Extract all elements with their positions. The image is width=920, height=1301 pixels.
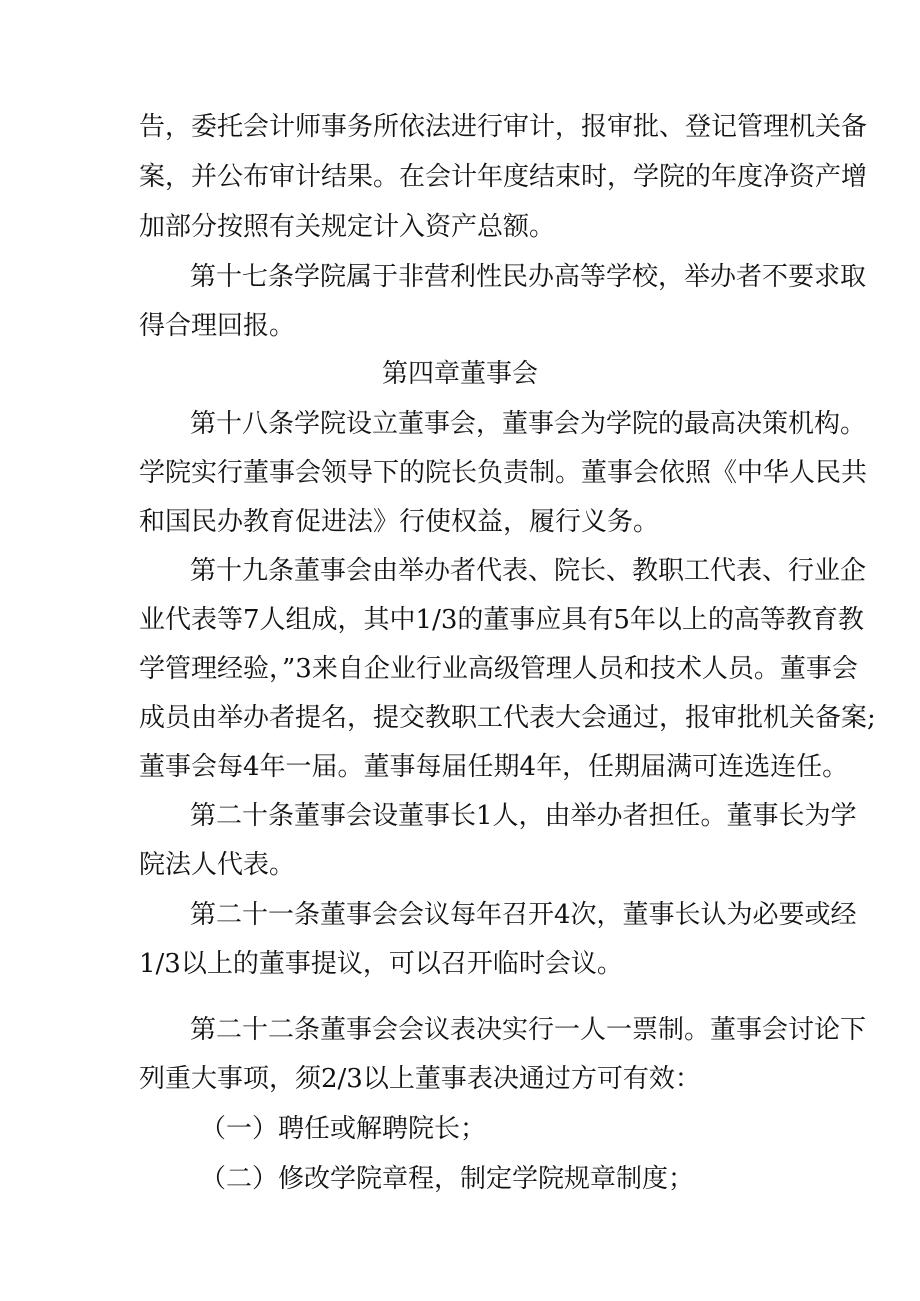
text-line: 第二十二条董事会会议表决实行一人一票制。董事会讨论下: [190, 1015, 867, 1045]
list-item: （一）聘任或解聘院长；: [200, 1114, 487, 1144]
chapter-heading: 第四章董事会: [381, 359, 538, 389]
text-line: 第十八条学院设立董事会，董事会为学院的最高决策机构。: [190, 409, 867, 439]
text-line: 告，委托会计师事务所依法进行审计，报审批、登记管理机关备: [139, 112, 868, 142]
text-line: 院法人代表。: [139, 850, 296, 880]
text-line: 1/3以上的董事提议，可以召开临时会议。: [139, 949, 623, 979]
text-line: 业代表等7人组成，其中1/3的董事应具有5年以上的高等教育教: [139, 605, 864, 635]
text-line: 成员由举办者提名，提交教职工代表大会通过，报审批机关备案;: [139, 703, 876, 733]
text-line: 第二十一条董事会会议每年召开4次，董事长认为必要或经: [190, 900, 857, 930]
text-line: 得合理回报。: [139, 311, 296, 341]
text-line: 和国民办教育促进法》行使权益，履行义务。: [139, 507, 660, 537]
text-line: 学管理经验，”3来自企业行业高级管理人员和技术人员。董事会: [139, 654, 858, 684]
text-line: 第十九条董事会由举办者代表、院长、教职工代表、行业企: [190, 556, 867, 586]
text-line: 列重大事项，须2/3以上董事表决通过方可有效：: [139, 1064, 701, 1094]
list-item: （二）修改学院章程，制定学院规章制度；: [200, 1164, 695, 1194]
text-line: 学院实行董事会领导下的院长负责制。董事会依照《中华人民共: [139, 458, 868, 488]
text-line: 第二十条董事会设董事长1人，由举办者担任。董事长为学: [190, 801, 857, 831]
text-line: 董事会每4年一届。董事每届任期4年，任期届满可连选连任。: [139, 752, 849, 782]
text-line: 案，并公布审计结果。在会计年度结束时，学院的年度净资产增: [139, 162, 868, 192]
text-line: 第十七条学院属于非营利性民办高等学校，举办者不要求取: [190, 262, 867, 292]
text-line: 加部分按照有关规定计入资产总额。: [139, 212, 556, 242]
